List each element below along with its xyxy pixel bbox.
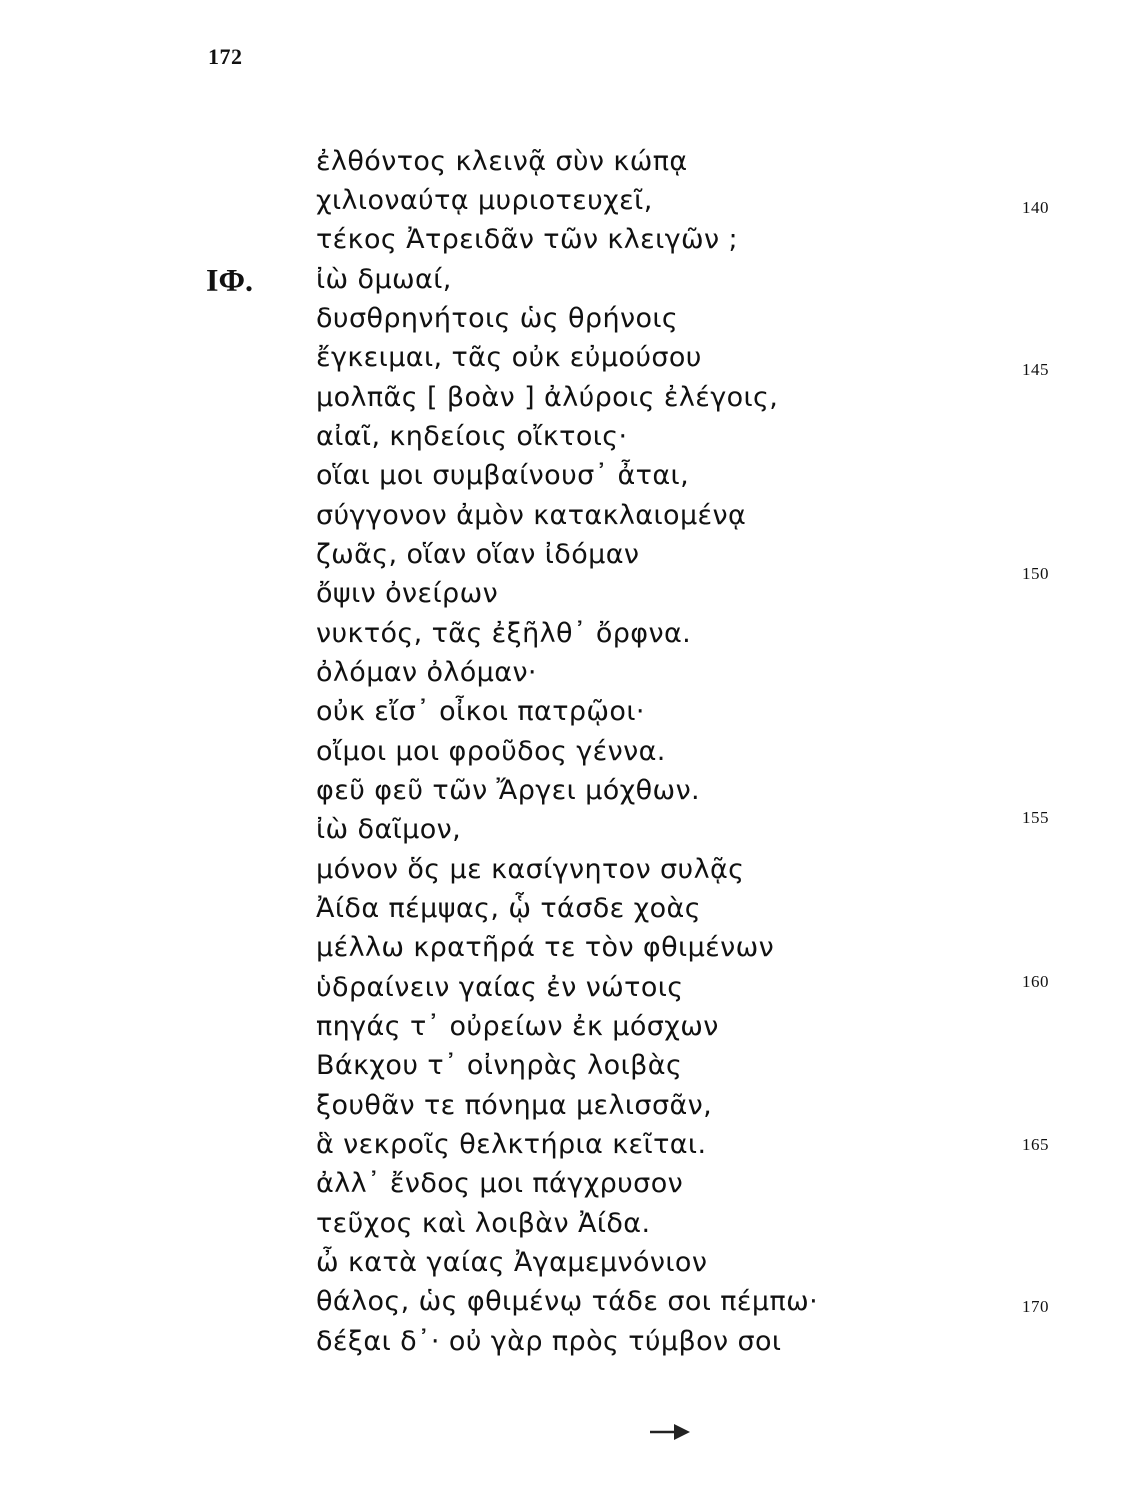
verse-line: μόνον ὅς με κασίγνητον συλᾷς: [316, 854, 745, 885]
verse-line: ὑδραίνειν γαίας ἐν νώτοις: [316, 972, 684, 1003]
page-number: 172: [208, 44, 243, 69]
verse-line: δέξαι δ᾽· οὐ γὰρ πρὸς τύμβον σοι: [316, 1326, 782, 1357]
verse-line: ὦ κατὰ γαίας Ἀγαμεμνόνιον: [316, 1247, 708, 1278]
line-number: 155: [1022, 808, 1049, 827]
verse-line: ὄψιν ὀνείρων: [316, 578, 499, 609]
line-number: 170: [1022, 1297, 1049, 1316]
verse-line: μολπᾶς [ βοὰν ] ἀλύροις ἐλέγοις,: [316, 382, 779, 413]
verse-line: χιλιοναύτᾳ μυριοτευχεῖ,: [316, 185, 653, 216]
verse-line: αἰαῖ, κηδείοις οἴκτοις·: [316, 421, 628, 452]
line-number: 145: [1022, 360, 1049, 379]
verse-line: ἐλθόντος κλεινᾷ σὺν κώπᾳ: [316, 146, 688, 177]
verse-line: ἰὼ δμωαί,: [316, 264, 452, 295]
verse-line: Βάκχου τ᾽ οἰνηρὰς λοιβὰς: [316, 1050, 683, 1081]
verse-line: φεῦ φεῦ τῶν Ἄργει μόχθων.: [316, 775, 701, 806]
verse-line: οὐκ εἴσ᾽ οἶκοι πατρῷοι·: [316, 696, 645, 727]
arrow-right-icon: [648, 1420, 694, 1444]
verse-line: μέλλω κρατῆρά τε τὸν φθιμένων: [316, 932, 775, 963]
verse-line: ἔγκειμαι, τᾶς οὐκ εὐμούσου: [316, 342, 702, 373]
verse-line: ἰὼ δαῖμον,: [316, 814, 462, 845]
verse-line: τεῦχος καὶ λοιβὰν Ἀίδα.: [316, 1208, 651, 1239]
verse-line: Ἀίδα πέμψας, ᾧ τάσδε χοὰς: [316, 893, 701, 924]
line-number: 165: [1022, 1135, 1049, 1154]
verse-line: ξουθᾶν τε πόνημα μελισσᾶν,: [316, 1090, 713, 1121]
verse-line: τέκος Ἀτρειδᾶν τῶν κλειγῶν ;: [316, 224, 738, 255]
verse-line: ζωᾶς, οἵαν οἵαν ἰδόμαν: [316, 539, 640, 570]
verse-line: νυκτός, τᾶς ἐξῆλθ᾽ ὄρφνα.: [316, 618, 692, 649]
line-number: 160: [1022, 972, 1049, 991]
verse-line: δυσθρηνήτοις ὡς θρήνοις: [316, 303, 679, 334]
verse-line: πηγάς τ᾽ οὐρείων ἐκ μόσχων: [316, 1011, 719, 1042]
line-number: 140: [1022, 198, 1049, 217]
verse-line: οἵαι μοι συμβαίνουσ᾽ ἆται,: [316, 460, 690, 491]
verse-line: ὀλόμαν ὀλόμαν·: [316, 657, 537, 688]
speaker-label: ΙΦ.: [206, 262, 253, 298]
verse-line: οἴμοι μοι φροῦδος γέννα.: [316, 736, 666, 767]
verse-line: θάλος, ὡς φθιμένῳ τάδε σοι πέμπω·: [316, 1286, 819, 1317]
line-number: 150: [1022, 564, 1049, 583]
verse-line: ἀλλ᾽ ἔνδος μοι πάγχρυσον: [316, 1168, 684, 1199]
verse-line: ἃ νεκροῖς θελκτήρια κεῖται.: [316, 1129, 707, 1160]
verse-line: σύγγονον ἀμὸν κατακλαιομένᾳ: [316, 500, 747, 531]
